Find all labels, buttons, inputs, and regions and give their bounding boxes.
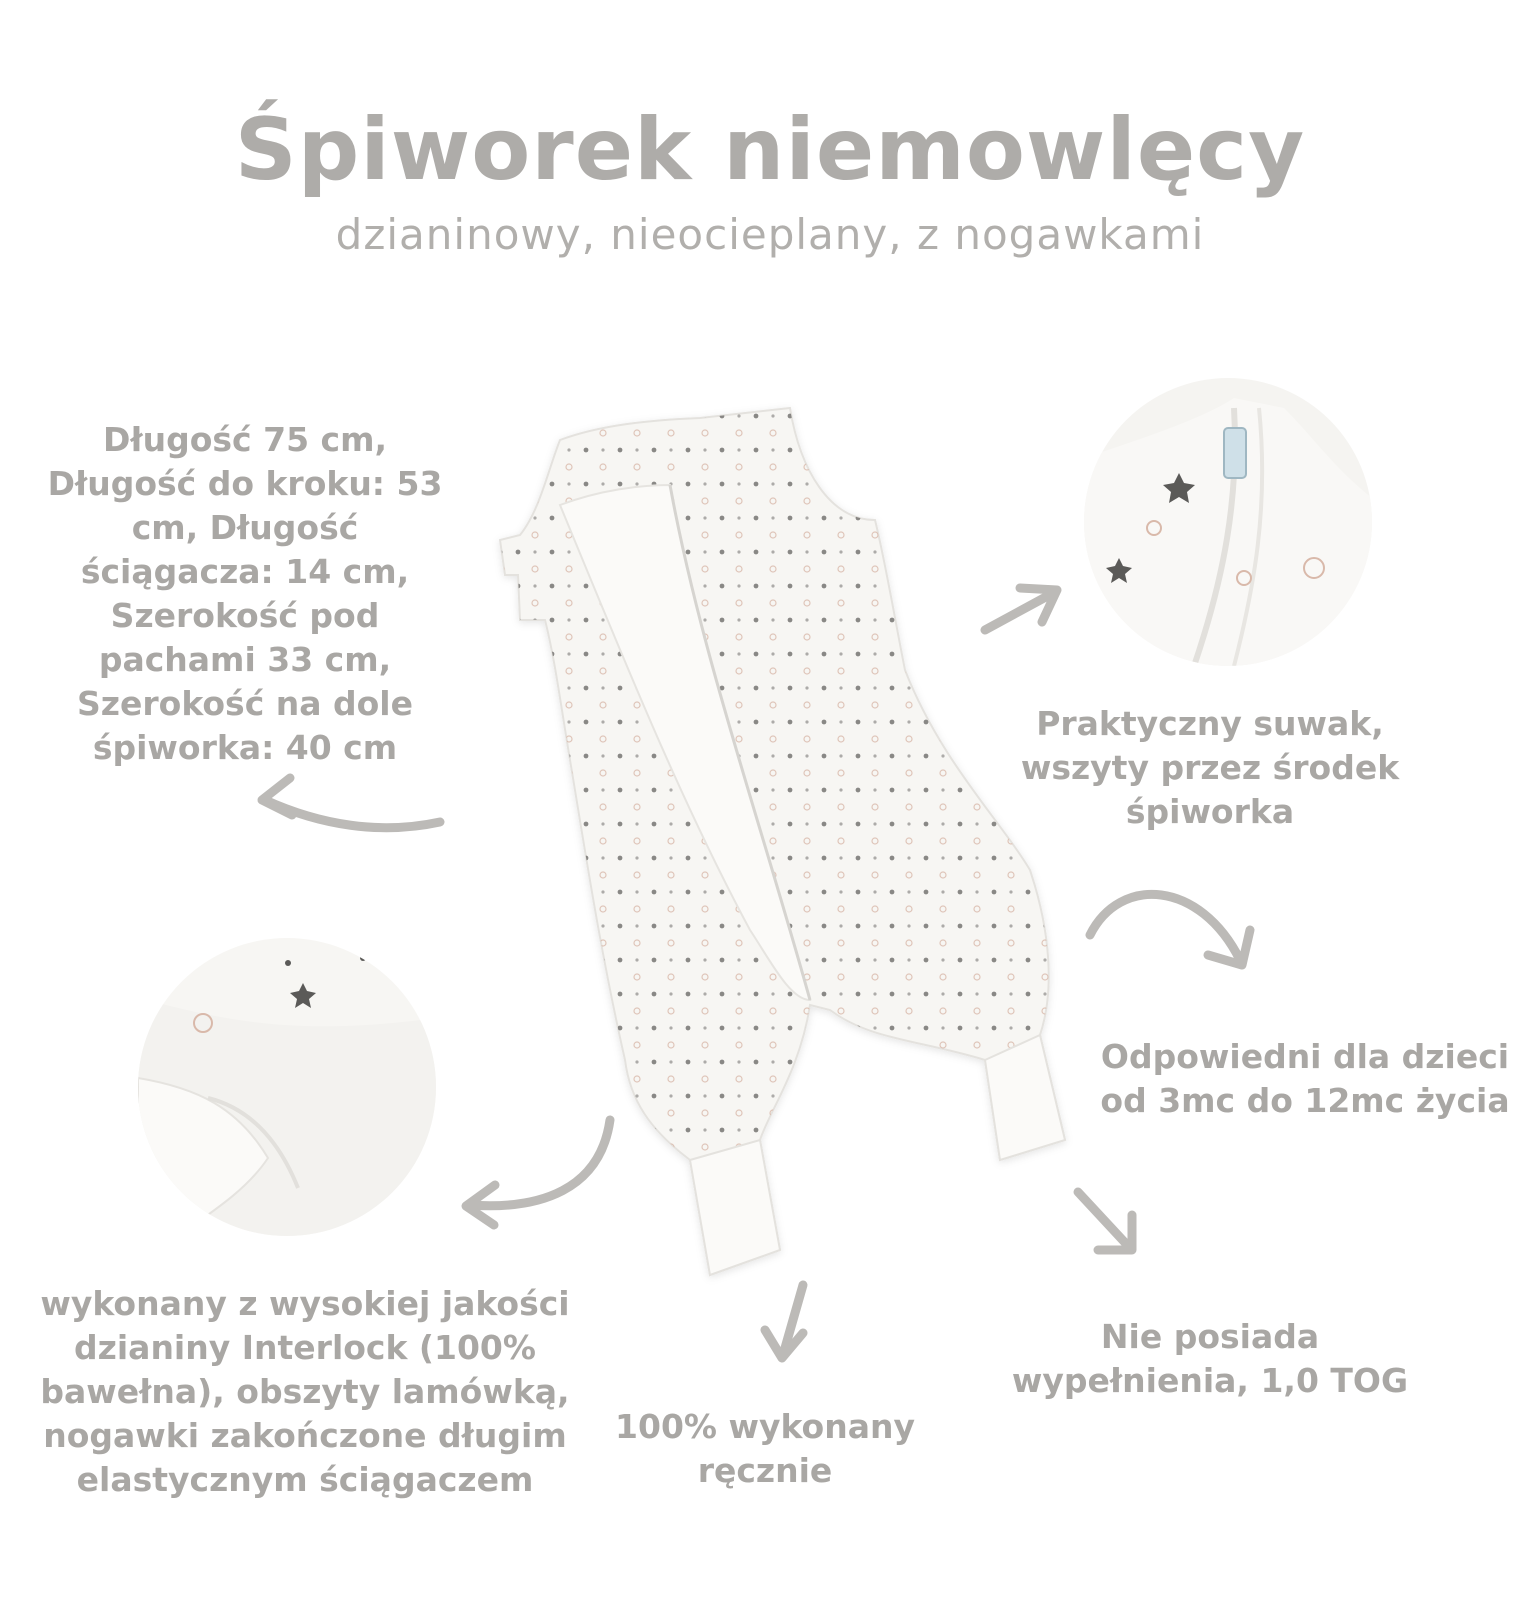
arrow-filling-icon [1078, 1192, 1130, 1248]
page-subtitle: dzianinowy, nieocieplany, z nogawkami [335, 210, 1205, 259]
handmade-text: 100% wykonany ręcznie [615, 1407, 915, 1490]
zipper-text: Praktyczny suwak, wszyty przez środek śpiworka [1020, 704, 1400, 831]
cuff-detail-photo [138, 938, 436, 1236]
zipper-detail-photo [1084, 378, 1372, 666]
material-text: wykonany z wysokiej jakości dzianiny Interlock (100% bawełna), obszyty lamówką, nogawki zakończone długim elastycznym ściągaczem [40, 1284, 570, 1499]
filling-text: Nie posiada wypełnienia, 1,0 TOG [1011, 1317, 1409, 1400]
sleep-sack [500, 408, 1065, 1275]
age-text: Odpowiedni dla dzieci od 3mc do 12mc życia [1100, 1037, 1510, 1120]
dimensions-text: Długość 75 cm, Długość do kroku: 53 cm, Długość ściągacza: 14 cm, Szerokość pod pachami 33 cm, Szerokość na dole śpiworka: 40 cm [47, 420, 443, 767]
arrow-age-icon [1090, 894, 1240, 960]
page-title: Śpiworek niemowlęcy [234, 100, 1306, 200]
